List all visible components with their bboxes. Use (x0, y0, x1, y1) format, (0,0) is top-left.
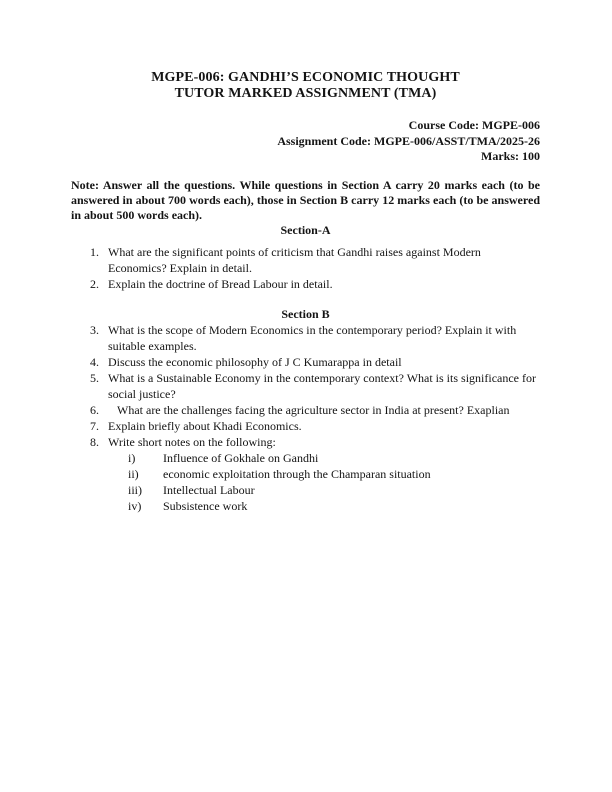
question-number: 5. (90, 370, 99, 385)
question-item (71, 434, 540, 450)
question-number: 1. (90, 244, 99, 259)
subquestion-item (71, 498, 540, 514)
question-item (71, 244, 540, 276)
question-item (71, 276, 540, 292)
question-text: What are the significant points of criticism that Gandhi raises against Modern Economics? Explain in detail. (108, 244, 484, 275)
subquestion-number: iii) (128, 482, 142, 497)
assignment-code: Assignment Code: MGPE-006/ASST/TMA/2025-26 (277, 133, 540, 148)
question-number: 8. (90, 434, 99, 449)
marks: Marks: 100 (481, 149, 540, 163)
subquestion-text: Subsistence work (163, 498, 248, 513)
question-item (71, 322, 540, 354)
question-text: What are the challenges facing the agriculture sector in India at present? Exaplian (108, 402, 510, 417)
short-notes-sublist (71, 450, 540, 514)
question-text: What is a Sustainable Economy in the contemporary context? What is its significance for social justice? (108, 370, 539, 401)
question-text: Explain briefly about Khadi Economics. (108, 418, 302, 433)
subquestion-number: ii) (128, 466, 139, 481)
subquestion-text: Influence of Gokhale on Gandhi (163, 450, 319, 465)
section-a-heading: Section-A (280, 222, 331, 237)
subquestion-item (71, 482, 540, 498)
document-content (71, 0, 540, 514)
section-a-question-list (71, 244, 540, 292)
title-line-1: MGPE-006: GANDHI’S ECONOMIC THOUGHT (151, 70, 460, 85)
subquestion-number: i) (128, 450, 136, 465)
question-number: 6. (90, 402, 99, 417)
question-text: Explain the doctrine of Bread Labour in detail. (108, 276, 333, 291)
subquestion-item (71, 466, 540, 482)
question-number: 2. (90, 276, 99, 291)
question-number: 4. (90, 354, 99, 369)
assignment-meta (71, 118, 540, 165)
section-b-heading: Section B (281, 306, 330, 321)
title-line-2: TUTOR MARKED ASSIGNMENT (TMA) (174, 86, 437, 101)
course-code: Course Code: MGPE-006 (408, 118, 540, 132)
question-text: Discuss the economic philosophy of J C Kumarappa in detail (108, 354, 402, 369)
question-item (71, 402, 540, 418)
question-item (71, 354, 540, 370)
instructions-note: Note: Answer all the questions. While questions in Section A carry 20 marks each (to be answered in about 700 words each), those in Section B carry 12 marks each (to be answered in about 500 words each). (71, 177, 540, 222)
question-item (71, 370, 540, 402)
section-b-question-list (71, 322, 540, 514)
question-number: 7. (90, 418, 99, 433)
question-text: Write short notes on the following: (108, 434, 276, 449)
question-text: What is the scope of Modern Economics in the contemporary period? Explain it with suitable examples. (108, 322, 520, 353)
subquestion-number: iv) (128, 498, 142, 513)
subquestion-text: Intellectual Labour (163, 482, 255, 497)
question-item (71, 418, 540, 434)
subquestion-text: economic exploitation through the Champaran situation (163, 466, 431, 481)
document-title (71, 70, 540, 102)
subquestion-item (71, 450, 540, 466)
question-number: 3. (90, 322, 99, 337)
